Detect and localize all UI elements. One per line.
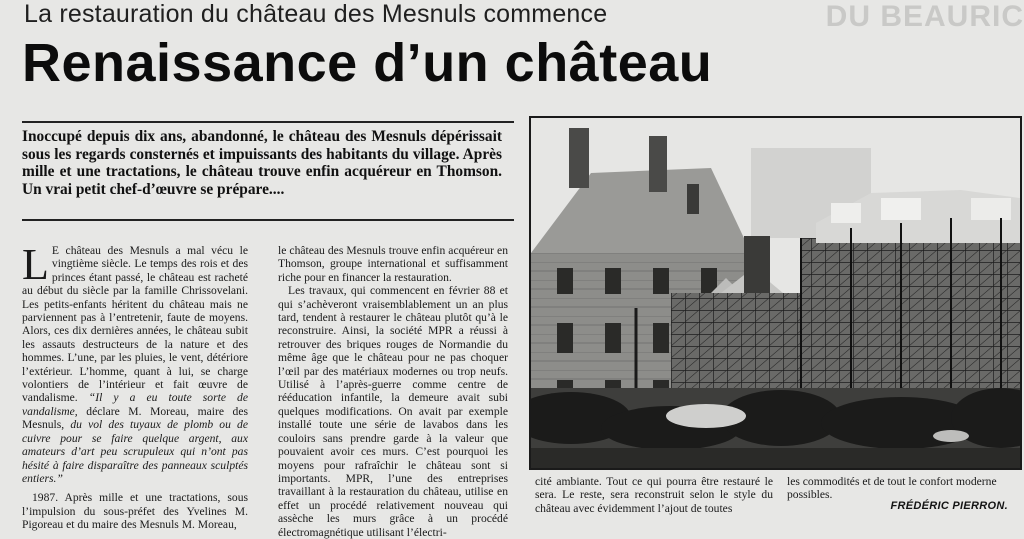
paragraph-text: E château des Mesnuls a mal vécu le vingtième siècle. Le temps des rois et des princes étant passé, le château est racheté au début du siècle par la famille Chrissovelani. Les petits-enfants héritent du château mais ne parviennent pas à l’entretenir, faute de moyens. Alors, ces dix dernières années, le château subit les assauts destructeurs de la nature et des hommes. L’une, par les pluies, le vent, détériore l’extérieur. L’homme, quant à lui, se charge volontiers de l’intérieur et fait œuvre de vandalisme. xyxy=(22,244,248,405)
article-kicker: La restauration du château des Mesnuls commence xyxy=(24,0,608,28)
article-column-2 xyxy=(278,244,508,539)
lead-top-rule xyxy=(22,121,514,123)
paragraph: 1987. Après mille et une tractations, sous l’impulsion du sous-préfet des Yvelines M. Pigoreau et du maire des Mesnuls M. Moreau, xyxy=(22,491,248,532)
article-lead: Inoccupé depuis dix ans, abandonné, le château des Mesnuls dépérissait sous les regards consternés et impuissants des habitants du village. Après mille et une tractations, le château trouve enfin acquéreur en Thomson. Un vrai petit chef-d’œuvre se prépare.... xyxy=(22,128,502,198)
paragraph: les commodités et de tout le confort moderne possibles. xyxy=(787,475,997,502)
paragraph: le château des Mesnuls trouve enfin acquéreur en Thomson, groupe international et suffisamment riche pour en financer la restauration. xyxy=(278,244,508,284)
paragraph-text: déclare M. Moreau, maire des Mesnuls, xyxy=(22,404,248,432)
drop-cap: L xyxy=(22,240,49,289)
quote-text: “Il y a eu toute sorte de vandalisme, xyxy=(22,391,248,418)
chateau-photo xyxy=(529,116,1022,470)
quote-text: du vol des tuyaux de plomb ou de cuivre pour se faire quelque argent, aux amateurs d’art peu scrupuleux qui n’ont pas hésité à faire disparaître des panneaux sculptés entiers.” xyxy=(22,418,248,485)
paragraph xyxy=(22,240,248,485)
lead-bottom-rule xyxy=(22,219,514,221)
article-column-4 xyxy=(787,475,1019,502)
article-headline: Renaissance d’un château xyxy=(22,33,713,93)
article-column-1 xyxy=(22,240,248,532)
paragraph: cité ambiante. Tout ce qui pourra être restauré le sera. Le reste, sera reconstruit selon le style du château avec évidemment l’ajout de toutes xyxy=(535,475,773,515)
paragraph: Les travaux, qui commencent en février 88 et qui s’achèveront vraisemblablement un an plus tard, tendent à restaurer le château plutôt qu’à le reconstruire. Ainsi, la société MPR a réussi à retrouver des briques rouges de Normandie du même âge que le château pour ne pas choquer l’œil par des matériaux modernes ou trop neufs. Utilisé à l’après-guerre comme centre de rééducation infantile, la demeure avait subi quelques modifications. On avait par exemple installé toute une série de lavabos dans les couloirs sans prendre garde à la valeur que pouvaient avoir ces murs. C’est pourquoi les moyens pour rafraîchir le château sont si importants. MPR, l’une des entreprises travaillant à la restauration du château, utilise en effet un procédé relativement nouveau qui assèche les murs grâce à un procédé électromagnétique utilisant l’électri- xyxy=(278,284,508,539)
author-signature: FRÉDÉRIC PIERRON. xyxy=(890,500,1008,512)
adjacent-article-fragment: DU BEAURIC xyxy=(825,0,1024,33)
article-column-3 xyxy=(535,475,773,515)
